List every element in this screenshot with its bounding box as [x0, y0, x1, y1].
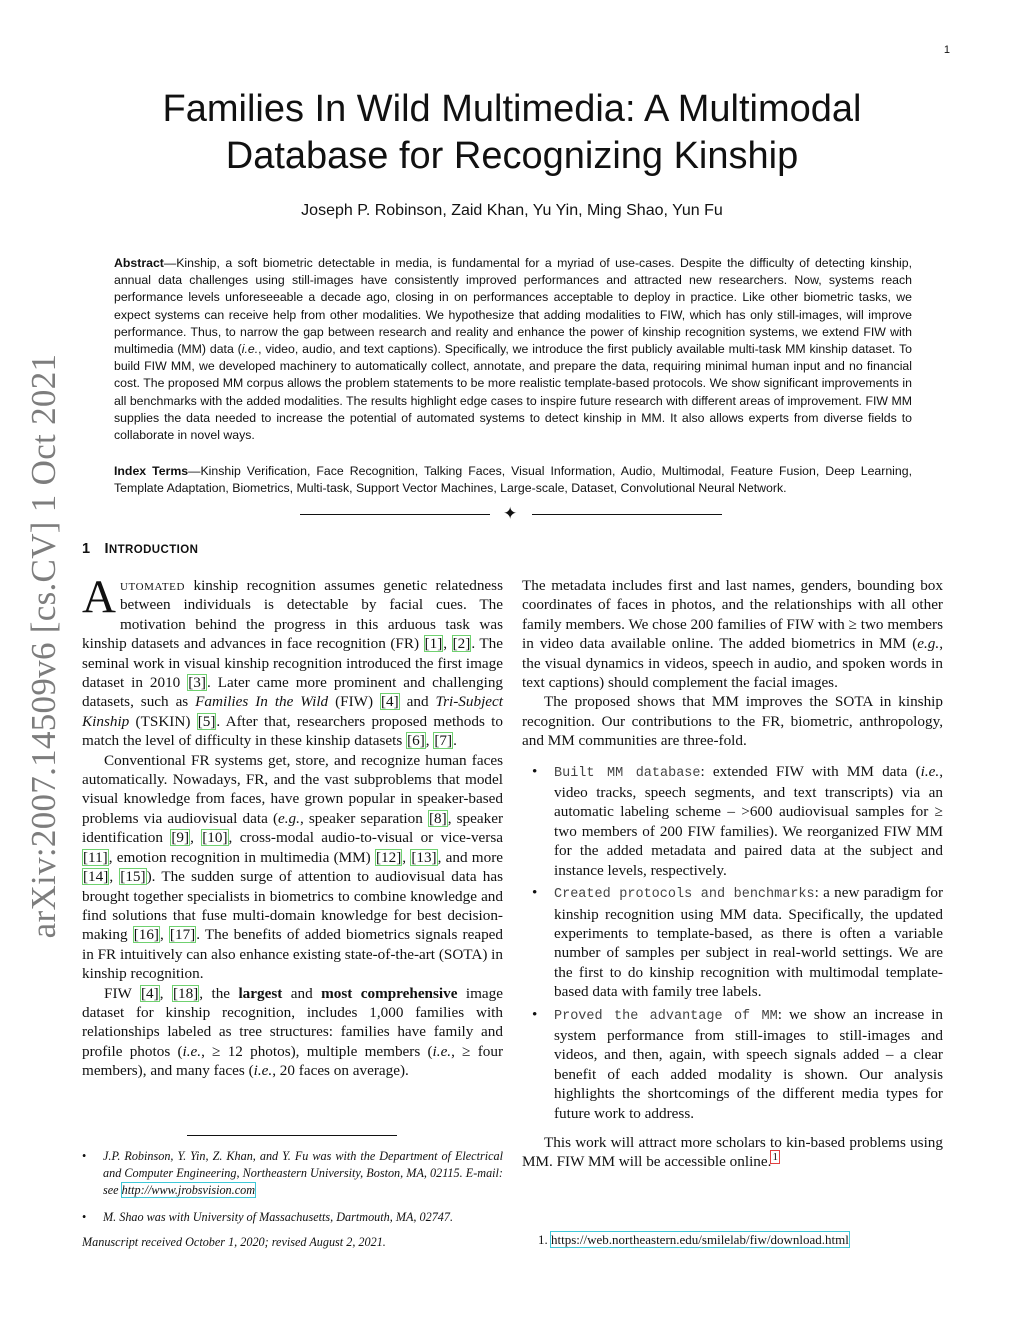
contribution-keyword: Proved the advantage of MM — [554, 1008, 778, 1024]
list-item — [522, 1005, 943, 1123]
index-terms-label: Index Terms — [114, 464, 189, 478]
authors: Joseph P. Robinson, Zaid Khan, Yu Yin, Ming Shao, Yun Fu — [301, 202, 723, 219]
footnote-marker-link[interactable]: 1 — [772, 1151, 778, 1164]
text-run: : we show an increase in system performance from still-images to still-images and videos, and then, again, with speech signals added – a clear benefit of each added modality is shown. Our analysis highlights the shortcomings of the different media types for future work to address. — [554, 1005, 944, 1122]
list-item — [522, 762, 943, 880]
text-run: The metadata includes first and last names, genders, bounding box coordinates of faces in photos, and the relationships with all other family members. We chose 200 families of FIW with ≥ two members in video data available online. The added biometrics in MM ( — [522, 577, 943, 653]
footnote-text: J.P. Robinson, Y. Yin, Z. Khan, and Y. Fu was with the Department of Electrical and Computer Engineering, Northeastern University, Boston, MA, 02115. E-mail: see — [103, 1149, 503, 1197]
text-run: , — [159, 984, 172, 1002]
citation-link[interactable]: [10] — [202, 829, 228, 847]
text-run: , — [109, 868, 120, 886]
dataset-name: Tri-Subject Kinship — [82, 693, 503, 730]
contributions-list — [522, 762, 943, 1123]
smallcaps-word: utomated — [119, 577, 186, 594]
text-run: , the — [199, 984, 239, 1002]
abbrev: e.g. — [278, 809, 300, 827]
dropcap: A — [82, 571, 116, 623]
title-line-1: Families In Wild Multimedia: A Multimodal — [162, 88, 862, 130]
abbrev: i.e. — [432, 1042, 452, 1060]
dataset-name: Families In the Wild — [195, 693, 329, 711]
abstract-text-a: —Kinship, a soft biometric detectable in media, is fundamental for a myriad of use-cases. Despite the difficulty of detecting kinship, annual data challenges using still-images have consistently improved performances and attracted new researchers. Now, systems reach performance levels unforeseeable a decade ago, closing in on performances acceptable to deploy in practice. Like other biometric tasks, we expect systems can receive help from other modalities. We hypothesize that adding modalities to FIW, which has only still-images, will improve performance. Thus, to narrow the gap between research and reality and enhance the power of kinship recognition systems, we extend FIW with multimedia (MM) data ( — [114, 256, 912, 357]
abstract-ie: i.e. — [241, 342, 259, 357]
footnote-affiliation-1 — [82, 1148, 503, 1199]
separator-rule-left — [300, 514, 490, 515]
footnote-item — [82, 1148, 503, 1199]
text-run: . — [453, 732, 457, 750]
citation-link[interactable]: [11] — [83, 848, 108, 866]
text-run: , — [443, 635, 452, 653]
text-run: This work will attract more scholars to kin-based problems using MM. FIW MM will be accessible online. — [522, 1133, 943, 1171]
text-run: : a new paradigm for kinship recognition using MM data. Specifically, the updated experiments to template-based, as there is often a variable number of samples per subject in real-world settings. We are the first to do kinship recognition with multimodal template-based data with family tree labels. — [554, 884, 944, 1001]
citation-link[interactable]: [6] — [407, 732, 425, 750]
separator-diamond-icon: ✦ — [503, 504, 518, 523]
index-terms — [114, 463, 912, 497]
page-title — [100, 86, 924, 180]
contribution-keyword: Built MM database — [554, 765, 701, 781]
section-number: 1 — [82, 541, 91, 557]
separator-rule-right — [532, 514, 722, 515]
page-number: 1 — [943, 44, 950, 56]
citation-link[interactable]: [8] — [428, 809, 447, 827]
intro-paragraph-2 — [82, 751, 503, 984]
text-run: ). The sudden surge of attention to audiovisual data has brought together specialists in biometrics to combine knowledge and find solutions that fuse multi-domain knowledge for best decision-making — [82, 868, 503, 944]
citation-link[interactable]: [4] — [141, 984, 159, 1002]
abbrev: i.e. — [253, 1062, 273, 1080]
citation-link[interactable]: [12] — [375, 848, 402, 866]
text-run: kinship recognition assumes genetic relatedness between individuals is detectable by facial cues. The motivation behind the progress in this arduous task was kinship datasets and advances in face recognition (FR) — [82, 577, 503, 653]
text-run: , speaker separation — [299, 809, 428, 827]
citation-link[interactable]: [18] — [172, 984, 199, 1002]
footnote-url — [538, 1232, 849, 1248]
index-terms-text: —Kinship Verification, Face Recognition, Talking Faces, Visual Information, Audio, Multimodal, Feature Fusion, Deep Learning, Template Adaptation, Biometrics, Multi-task, Support Vector Machines, Large-scale, Dataset, Convolutional Neural Network. — [114, 464, 913, 496]
intro-paragraph-3 — [82, 984, 503, 1081]
bullet-icon: • — [532, 1005, 538, 1023]
bullet-icon: • — [532, 884, 538, 902]
homepage-link[interactable]: http://www.jrobsvision.com — [121, 1183, 255, 1197]
abbrev: i.e. — [182, 1042, 202, 1060]
text-run: . After that, researchers proposed methods to match the level of difficulty in these kinship datasets — [82, 712, 503, 750]
text-run: . The benefits of added biometrics signals reaped in FR intuitively can also enhance existing state-of-the-art (SOTA) in kinship recognition. — [82, 926, 503, 983]
text-run: , and more — [437, 848, 504, 866]
list-item — [522, 883, 943, 1001]
manuscript-note: Manuscript received October 1, 2020; revised August 2, 2021. — [82, 1235, 386, 1249]
text-run: , video tracks, speech segments, and text transcripts) via an automatic labeling scheme – >600 audiovisual samples for ≥ two members of 200 FIW families). We reorganized FIW MM for the added metadata and paired data at the subject and instance levels, respectively. — [554, 762, 943, 879]
footnote-text: M. Shao was with University of Massachusetts, Dartmouth, MA, 02747. — [103, 1210, 454, 1224]
text-run: and — [399, 693, 436, 711]
citation-link[interactable]: [16] — [133, 926, 159, 944]
text-run: . The seminal work in visual kinship recognition introduced the first image dataset in 2010 — [82, 635, 503, 692]
footnote-rule — [187, 1135, 397, 1136]
bold-text: largest — [238, 984, 283, 1002]
citation-link[interactable]: [17] — [169, 926, 196, 944]
citation-link[interactable]: [7] — [434, 732, 453, 750]
section-heading-introduction — [82, 541, 198, 557]
intro-paragraph-1 — [82, 571, 504, 751]
intro-paragraph-5: The proposed shows that MM improves the SOTA in kinship recognition. Our contributions to the FR, biometric, anthropology, and MM communities are three-fold. — [522, 693, 943, 750]
citation-link[interactable]: [3] — [188, 674, 206, 692]
citation-link[interactable]: [1] — [424, 635, 443, 653]
abbrev: e.g. — [917, 635, 940, 653]
text-run: and — [282, 984, 322, 1002]
arxiv-stamp: arXiv:2007.14509v6 [cs.CV] 1 Oct 2021 — [24, 353, 63, 939]
intro-paragraph-4 — [522, 576, 943, 692]
bold-text: most comprehensive — [321, 984, 458, 1002]
text-run: , — [425, 732, 434, 750]
abstract-label: Abstract — [114, 256, 164, 270]
title-line-2: Database for Recognizing Kinship — [225, 135, 799, 177]
bullet-icon: • — [82, 1149, 87, 1163]
citation-link[interactable]: [2] — [452, 635, 471, 653]
citation-link[interactable]: [14] — [83, 868, 109, 886]
bullet-icon: • — [82, 1210, 87, 1224]
text-run: , emotion recognition in multimedia (MM) — [108, 848, 375, 866]
text-run: , ≥ four members), and many faces ( — [82, 1042, 504, 1080]
text-run: , — [160, 926, 169, 944]
citation-link[interactable]: [9] — [171, 829, 190, 847]
citation-link[interactable]: [5] — [197, 712, 216, 730]
intro-paragraph-6 — [522, 1133, 943, 1172]
citation-link[interactable]: [13] — [411, 848, 437, 866]
footnote-affiliation-2 — [82, 1209, 503, 1226]
text-run: , 20 faces on average). — [272, 1062, 409, 1080]
section-separator — [300, 506, 724, 524]
text-run: image dataset for kinship recognition, includes 1,000 families with relationships labeled as tree structures: families have family and profile photos ( — [82, 984, 503, 1060]
citation-link[interactable]: [15] — [120, 868, 146, 886]
text-run: . Later came more prominent and challenging datasets, such as — [82, 674, 504, 711]
text-run: (FIW) — [328, 693, 380, 711]
text-run: , cross-modal audio-to-visual or vice-versa — [228, 829, 503, 847]
footnote-number: 1. — [538, 1232, 548, 1247]
right-column — [522, 576, 943, 1172]
footnote-item — [82, 1209, 503, 1226]
text-run: , speaker identification — [82, 809, 504, 847]
text-run: , ≥ 12 photos), multiple members ( — [201, 1042, 433, 1060]
text-run: , the visual dynamics in videos, speech in audio, and spoken words in text captions) should complement the facial images. — [522, 635, 943, 692]
text-run: FIW — [104, 984, 140, 1002]
section-title-rest: NTRODUCTION — [108, 544, 199, 556]
text-run: , — [402, 848, 411, 866]
abstract — [114, 255, 912, 444]
text-run: , — [190, 829, 202, 847]
left-column — [82, 571, 504, 1081]
section-initial: I — [104, 541, 109, 557]
text-run: (TSKIN) — [129, 712, 197, 730]
abbrev: i.e. — [920, 762, 940, 780]
text-run: Conventional FR systems get, store, and recognize human faces automatically. Nowadays, FR, and the vast subproblems that model visual knowledge from faces, have grown popular in speaker-based problems via audiovisual data ( — [82, 751, 503, 827]
abstract-text-b: , video, audio, and text captions). Specifically, we introduce the first publicly available multi-task MM kinship dataset. To build FIW MM, we developed machinery to automatically collect, annotate, and prepare the data, requiring minimal human input and no financial cost. The proposed MM corpus allows the problem statements to be more realistic template-based protocols. We show significant improvements in all benchmarks with the added modalities. The results highlight edge cases to inspire future research with different areas of improvement. FIW MM supplies the data needed to increase the potential of automated systems to detect kinship in MM. It also allows experts from diverse fields to collaborate in novel ways. — [114, 342, 912, 443]
download-link[interactable]: https://web.northeastern.edu/smilelab/fiw/download.html — [551, 1232, 849, 1247]
citation-link[interactable]: [4] — [380, 693, 399, 711]
bullet-icon: • — [532, 762, 538, 780]
contribution-keyword: Created protocols and benchmarks — [554, 887, 815, 903]
text-run: : extended FIW with MM data ( — [700, 762, 921, 780]
